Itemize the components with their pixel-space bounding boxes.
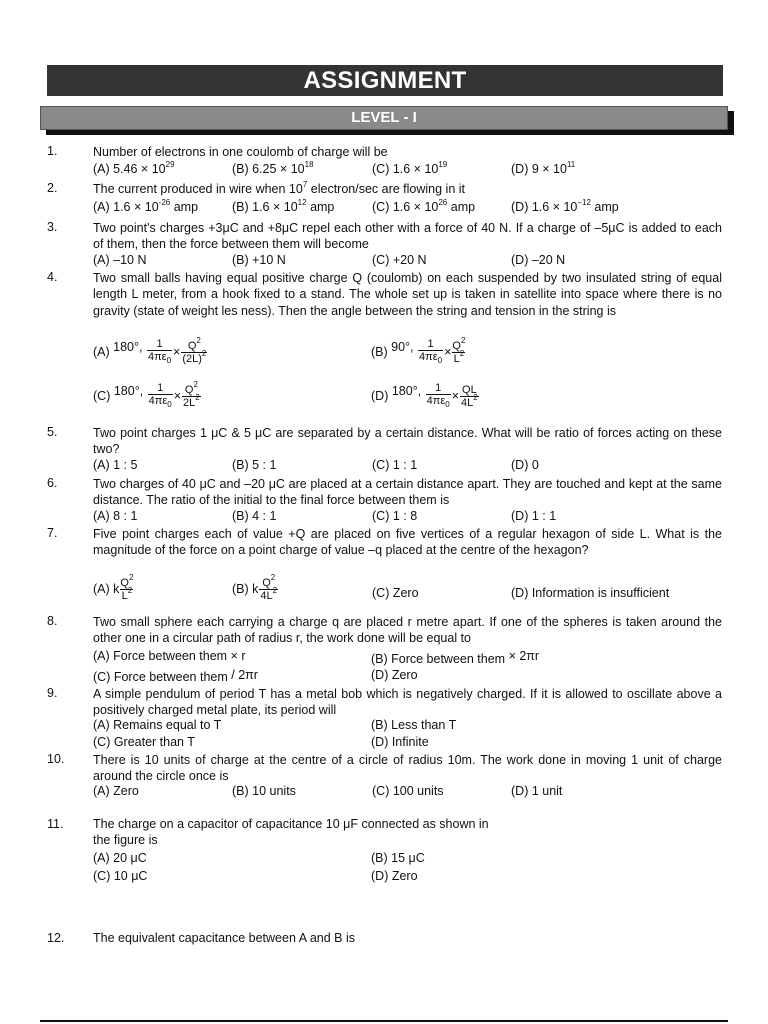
options — [93, 200, 723, 216]
option-a: (A) 1 : 5 — [93, 458, 138, 472]
question-text: Two point charges 1 μC & 5 μC are separated by a certain distance. What will be ratio of forces acting on these two? — [93, 426, 722, 457]
options — [93, 784, 723, 800]
option-c: (C) 10 μC — [93, 869, 148, 883]
option-d: (D) 0 — [511, 458, 539, 472]
question-text-2: the figure is — [93, 833, 158, 847]
question-number: 1. — [47, 144, 58, 158]
option-d: (D) $9 \times 10^{11}$ — [511, 160, 576, 176]
assignment-banner: ASSIGNMENT — [47, 65, 723, 96]
question-number: 4. — [47, 270, 58, 284]
option-c: (C) Force between them / 2πr — [93, 668, 258, 684]
fraction: $\frac{1}{4\pi\varepsilon_0}$ — [419, 338, 443, 366]
question-number: 11. — [47, 817, 64, 831]
option-b: (B) k $\frac{Q^2}{4L^2}$ — [232, 573, 278, 602]
footer-rule — [40, 1020, 728, 1022]
option-a: (A) Remains equal to T — [93, 718, 222, 732]
option-c: (C) $1.6 \times 10^{26}$ amp — [372, 198, 476, 214]
option-a: (A) Zero — [93, 784, 139, 798]
question-text: Five point charges each of value +Q are placed on five vertices of a regular hexagon of side L. What is the magnitude of the force on a point charge of value –q placed at the centre of the hexagon? — [93, 527, 722, 558]
option-d: (D) Zero — [371, 668, 418, 682]
option-b: (B) Force between them × 2πr — [371, 649, 540, 666]
option-c: (C) 1 : 8 — [372, 509, 418, 523]
fraction: $\frac{1}{4\pi\varepsilon_0}$ — [148, 382, 172, 410]
option-d: (D) –20 N — [511, 253, 566, 267]
question-text: The equivalent capacitance between A and B is — [93, 931, 355, 945]
question-number: 10. — [47, 752, 65, 766]
option-d: (D) 1 : 1 — [511, 509, 557, 523]
question-number: 2. — [47, 181, 58, 195]
option-b: (B) 5 : 1 — [232, 458, 277, 472]
option-b: (B) $1.6 \times 10^{12}$ amp — [232, 198, 335, 214]
question-number: 3. — [47, 220, 58, 234]
fraction: $\frac{1}{4\pi\varepsilon_0}$ — [147, 338, 172, 366]
question-text: The current produced in wire when $10^7$ electron/sec are flowing in it — [93, 180, 466, 196]
option-b: (B) 10 units — [232, 784, 296, 798]
option-c: (C) 180°, $\frac{1}{4\pi\varepsilon_0}$ × $\frac{Q^2}{2L^2}$ — [93, 380, 200, 410]
option-b: (B) Less than T — [371, 718, 457, 732]
question-text: Two small balls having equal positive charge Q (coulomb) on each suspended by two insulated string of equal length L meter, from a hook fixed to a stand. The whole set up is taken in satellite into space where there is no gravity (state of weight les ness). Then the angle between the string and tension in the string is — [93, 271, 722, 318]
level-label: LEVEL - I — [40, 106, 728, 130]
option-d: (D) 1 unit — [511, 784, 563, 798]
level-heading — [40, 106, 728, 130]
option-a: (A) 8 : 1 — [93, 509, 138, 523]
question-text: A simple pendulum of period T has a metal bob which is negatively charged. If it is allowed to oscillate above a positively charged metal plate, its period will — [93, 687, 722, 718]
question-number: 9. — [47, 686, 58, 700]
question-text: Number of electrons in one coulomb of charge will be — [93, 145, 388, 159]
question-number: 7. — [47, 526, 58, 540]
question-text: There is 10 units of charge at the centre of a circle of radius 10m. The work done in moving 1 unit of charge around the circle once is — [93, 753, 722, 784]
option-b: (B) $6.25 \times 10^{18}$ — [232, 160, 314, 176]
option-d: (D) Infinite — [371, 735, 429, 749]
question-number: 12. — [47, 931, 65, 945]
fraction: $\frac{1}{4\pi\varepsilon_0}$ — [426, 382, 450, 410]
option-b: (B) 4 : 1 — [232, 509, 277, 523]
options — [93, 509, 723, 525]
question-text: The charge on a capacitor of capacitance 10 μF connected as shown in — [93, 817, 489, 831]
option-d: (D) Information is insufficient — [511, 586, 670, 600]
question-number: 6. — [47, 476, 58, 490]
option-d: (D) 180°, $\frac{1}{4\pi\varepsilon_0}$ × $\frac{QL}{4L^2}$ — [371, 382, 478, 410]
fraction: $\frac{Q^2}{2L^2}$ — [183, 380, 200, 410]
option-a: (A) –10 N — [93, 253, 147, 267]
option-a: (A) Force between them × r — [93, 649, 246, 663]
options — [93, 253, 723, 269]
question-text: Two charges of 40 μC and –20 μC are placed at a certain distance apart. They are touched and kept at the same distance. The ratio of the initial to the final force between them is — [93, 477, 722, 508]
option-a: (A) 20 μC — [93, 851, 147, 865]
option-b: (B) 90°, $\frac{1}{4\pi\varepsilon_0}$ × $\frac{Q^2}{L^2}$ — [371, 336, 466, 366]
fraction: $\frac{Q^2}{L^2}$ — [452, 336, 466, 366]
options — [93, 458, 723, 474]
fraction: $\frac{Q^2}{(2L)^2}$ — [182, 336, 207, 366]
question-text: Two point's charges +3μC and +8μC repel each other with a force of 40 N. If a charge of –5μC is added to each of them, then the force between them will become — [93, 221, 722, 252]
option-c: (C) Zero — [372, 586, 419, 600]
option-a: (A) 180°, $\frac{1}{4\pi\varepsilon_0}$ × $\frac{Q^2}{(2L)^2}$ — [93, 336, 207, 366]
question-number: 8. — [47, 614, 58, 628]
option-c: (C) +20 N — [372, 253, 427, 267]
option-a: (A) $1.6 \times 10^{-26}$ amp — [93, 198, 199, 214]
option-c: (C) Greater than T — [93, 735, 195, 749]
option-c: (C) $1.6 \times 10^{19}$ — [372, 160, 448, 176]
option-a: (A) k $\frac{Q^2}{L^2}$ — [93, 573, 134, 602]
option-c: (C) 1 : 1 — [372, 458, 418, 472]
fraction: $\frac{Q^2}{4L^2}$ — [260, 573, 278, 602]
question-text: Two small sphere each carrying a charge q are placed r metre apart. If one of the spheres is taken around the other one in a circular path of radius r, the work done will be equal to — [93, 615, 722, 646]
question-number: 5. — [47, 425, 58, 439]
option-b: (B) 15 μC — [371, 851, 425, 865]
option-b: (B) +10 N — [232, 253, 286, 267]
option-c: (C) 100 units — [372, 784, 444, 798]
option-d: (D) $1.6 \times 10^{-12}$ amp — [511, 198, 619, 214]
option-a: (A) $5.46 \times 10^{29}$ — [93, 160, 175, 176]
options — [93, 162, 723, 178]
fraction: $\frac{Q^2}{L^2}$ — [120, 573, 134, 602]
option-d: (D) Zero — [371, 869, 418, 883]
fraction: $\frac{QL}{4L^2}$ — [461, 384, 478, 410]
